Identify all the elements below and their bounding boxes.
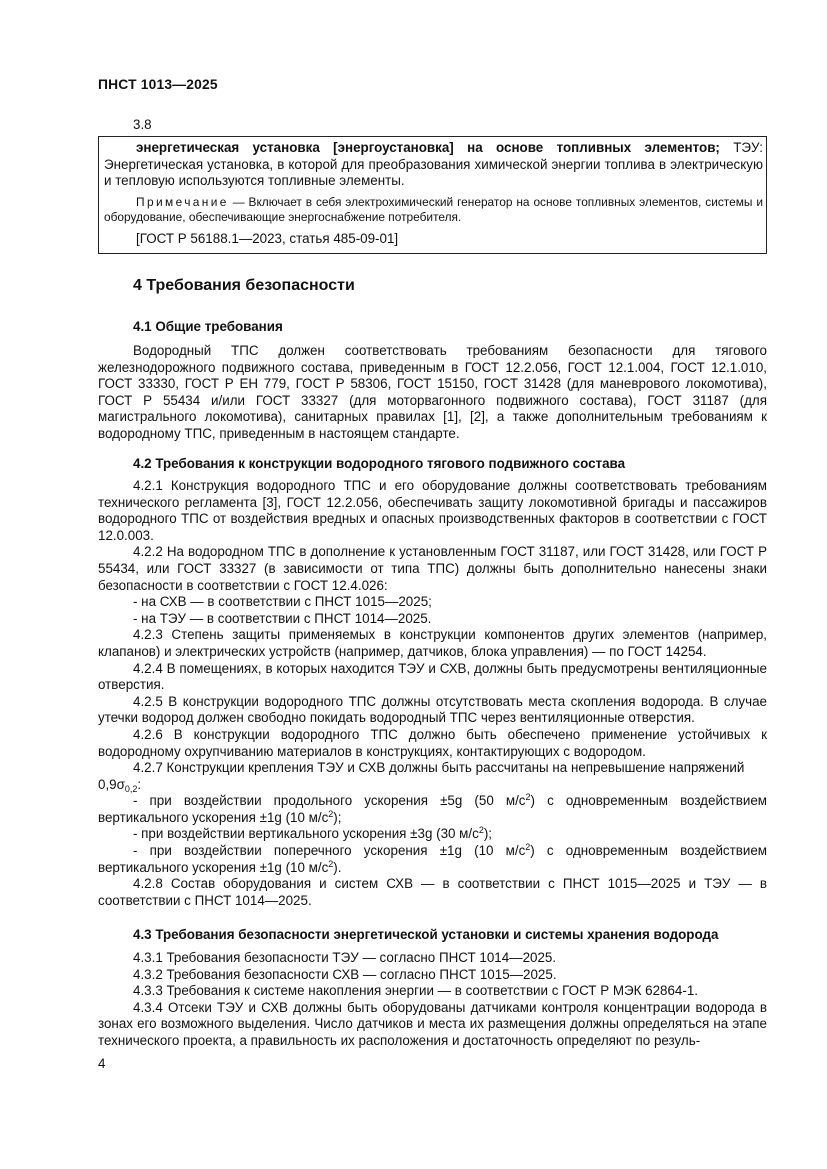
list-item: - на ТЭУ — в соответствии с ПНСТ 1014—2025.	[133, 610, 432, 626]
paragraph-4-2-7: 4.2.7 Конструкции крепления ТЭУ и СХВ должны быть рассчитаны на непревышение напряжений	[133, 760, 745, 776]
paragraph-4-2-1: 4.2.1 Конструкция водородного ТПС и его оборудование должны соответствовать требованиям технического регламента [3], ГОСТ 12.2.056, обеспечивать защиту локомотивной бригады и пассажиров водородного ТПС от воздействия вредных и опасных производственных факторов в соответствии с ГОСТ 12.0.003.	[98, 478, 767, 543]
list-text: ) с одновременным воздействием вертикального ускорения ±1g (10 м/с	[98, 793, 767, 825]
superscript: 2	[525, 842, 531, 853]
paragraph-4-2-6: 4.2.6 В конструкции водородного ТПС должно быть обеспечено применение устойчивых к водородному охрупчиванию материалов в конструкциях, контактирующих с водородом.	[98, 726, 767, 759]
list-item	[98, 826, 767, 843]
paragraph-4-3-4: 4.3.4 Отсеки ТЭУ и СХВ должны быть оборудованы датчиками контроля концентрации водорода в зонах его возможного выделения. Число датчиков и места их размещения должны определяться на этапе технического проекта, а правильность их расположения и достаточность определяют по резуль-	[98, 999, 767, 1048]
term-source: [ГОСТ Р 56188.1—2023, статья 485-09-01]	[136, 230, 399, 246]
paragraph-4-2-3: 4.2.3 Степень защиты применяемых в конструкции компонентов других элементов (например, клапанов) и электрических устройств (например, датчиков, блока управления) — по ГОСТ 14254.	[98, 627, 767, 659]
paragraph-4-3-2: 4.3.2 Требования безопасности СХВ — согласно ПНСТ 1015—2025.	[133, 966, 557, 982]
paragraph-4-3-1: 4.3.1 Требования безопасности ТЭУ — согласно ПНСТ 1014—2025.	[133, 950, 557, 965]
term-definition	[104, 140, 763, 190]
list-text: - при воздействии поперечного ускорения ±1g (10 м/с	[133, 843, 526, 859]
term-name: энергетическая установка [энергоустановка] на основе топливных элементов;	[136, 140, 720, 155]
term-box	[98, 136, 767, 254]
paragraph-4-2-4: 4.2.4 В помещениях, в которых находится ТЭУ и СХВ, должны быть предусмотрены вентиляционные отверстия.	[98, 660, 767, 693]
superscript: 2	[328, 858, 334, 869]
subsection-title-4-3: 4.3 Требования безопасности энергетической установки и системы хранения водорода	[133, 927, 719, 942]
term-number: 3.8	[133, 117, 152, 132]
subsection-title-4-2: 4.2 Требования к конструкции водородного тягового подвижного состава	[133, 456, 626, 471]
list-text: );	[333, 809, 342, 825]
stress-value: 0,9σ	[98, 776, 125, 792]
term-definition-text: ТЭУ: Энергетическая установка, в которой для преобразования химической энергии топлива в электрическую и тепловую используются топливные элементы.	[104, 140, 763, 189]
list-item: - на СХВ — в соответствии с ПНСТ 1015—2025;	[133, 594, 432, 610]
section-4-3-body	[98, 950, 767, 1050]
list-item	[98, 843, 767, 876]
list-text: ).	[333, 859, 342, 875]
paragraph-4-2-2: 4.2.2 На водородном ТПС в дополнение к установленным ГОСТ 31187, или ГОСТ 31428, или ГОСТ Р 55434, или ГОСТ 33327 (в зависимости от типа ТПС) должны быть дополнительно нанесены знаки безопасности в соответствии с ГОСТ 12.4.026:	[98, 544, 767, 593]
list-text: ) с одновременным воздействием вертикального ускорения ±1g (10 м/с	[98, 843, 767, 875]
list-text: );	[483, 826, 493, 842]
term-note	[104, 195, 763, 226]
term-note-label: Примечание	[136, 194, 229, 209]
page-header-code: ПНСТ 1013—2025	[98, 77, 218, 92]
superscript: 2	[478, 825, 484, 836]
paragraph-4-2-7-stress	[98, 777, 767, 794]
superscript: 2	[328, 808, 334, 819]
list-item	[98, 793, 767, 826]
subsection-title-4-1: 4.1 Общие требования	[133, 319, 283, 334]
stress-subscript: 0,2	[124, 783, 138, 794]
paragraph-4-2-5: 4.2.5 В конструкции водородного ТПС должны отсутствовать места скопления водорода. В случае утечки водород должен свободно покидать водородный ТПС через вентиляционные отверстия.	[98, 693, 767, 726]
list-text: - при воздействии вертикального ускорения ±3g (30 м/с	[133, 826, 479, 842]
paragraph-4-3-3: 4.3.3 Требования к системе накопления энергии — в соответствии с ГОСТ Р МЭК 62864-1.	[133, 983, 699, 999]
list-text: - при воздействии продольного ускорения ±5g (50 м/с	[133, 793, 526, 809]
paragraph-4-1: Водородный ТПС должен соответствовать требованиям безопасности для тягового железнодорожного подвижного состава, приведенным в ГОСТ 12.2.056, ГОСТ 12.1.004, ГОСТ 12.1.010, ГОСТ 33330, ГОСТ Р ЕН 779, ГОСТ Р 58306, ГОСТ 15150, ГОСТ 31428 (для маневрового локомотива), ГОСТ Р 55434 и/или ГОСТ 33327 (для моторвагонного подвижного состава), ГОСТ 31187 (для магистрального локомотива), санитарных правилах [1], [2], а также дополнительным требованиям к водородному ТПС, приведенным в настоящем стандарте.	[98, 343, 767, 441]
section-4-1-body	[98, 343, 767, 443]
stress-colon: :	[137, 776, 142, 792]
page-number: 4	[98, 1056, 106, 1071]
superscript: 2	[525, 792, 531, 803]
section-4-2-body	[98, 478, 767, 909]
paragraph-4-2-8: 4.2.8 Состав оборудования и систем СХВ — в соответствии с ПНСТ 1015—2025 и ТЭУ — в соответствии с ПНСТ 1014—2025.	[98, 876, 767, 908]
section-title: 4 Требования безопасности	[133, 277, 355, 294]
term-note-text: — Включает в себя электрохимический генератор на основе топливных элементов, системы и оборудование, обеспечивающие энергоснабжение потребителя.	[104, 194, 763, 225]
